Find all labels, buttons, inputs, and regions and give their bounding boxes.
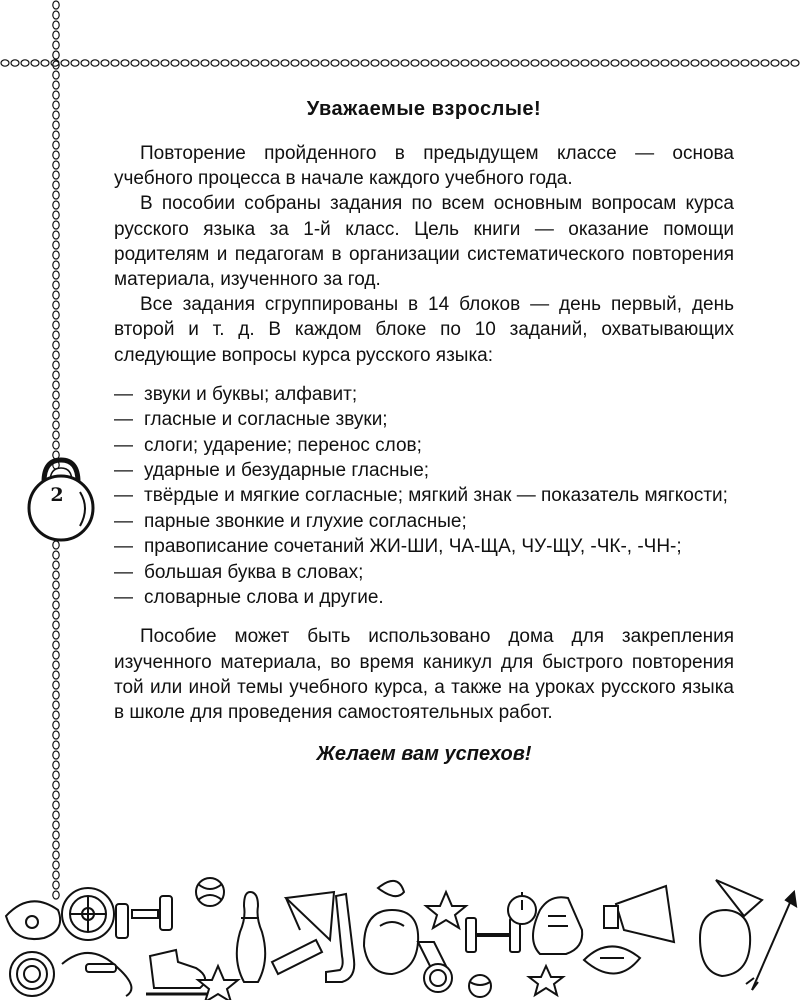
list-item-text: ударные и безударные гласные; [144,460,430,482]
intro-paragraph-2: В пособии собраны задания по всем основным вопросам курса русского языка за 1-й класс. Цель книги — оказание помощи родителям и педагогам в организации систематического повторения материала, изученного за год. [114,193,734,291]
list-dash: — [114,485,133,507]
list-item [114,560,734,585]
wheel-icon [62,888,114,940]
barbell-icon [466,918,520,952]
tennis-ball-icon [469,975,491,997]
final-paragraph: Пособие может быть использовано дома для закрепления изученного материала, во время каникул для быстрого повторения той или иной темы учебного курса, а также на уроках русского языка в школе для проведения самостоятельных работ. [114,626,734,724]
whistle-icon [6,901,60,939]
sneaker-icon [533,897,582,954]
dumbbell-icon [116,896,172,938]
list-item-text: правописание сочетаний ЖИ-ШИ, ЧА-ЩА, ЧУ-ЩУ, -ЧК-, -ЧН-; [144,536,682,558]
boxing-glove-icon [700,910,750,976]
badminton-icon [378,881,404,896]
medal-icon [418,942,452,992]
tape-roll-icon [10,952,54,996]
star-icon [529,966,563,995]
ruler-icon [272,940,322,974]
page-number: 2 [50,484,64,506]
list-item-text: гласные и согласные звуки; [144,409,388,431]
closing-wish: Желаем вам успехов! [316,743,532,766]
list-dash: — [114,536,133,558]
list-item [114,407,734,432]
boxing-glove-icon [364,910,418,974]
jump-rope-icon [62,953,131,996]
list-dash: — [114,460,133,482]
list-item [114,433,734,458]
ball-icon [196,878,224,906]
list-item [114,585,734,610]
list-item [114,483,734,508]
bowling-pin-icon [237,892,265,982]
list-dash: — [114,383,133,405]
horizontal-chain-border [0,56,800,70]
list-item-text: звуки и буквы; алфавит; [144,383,358,405]
list-dash: — [114,510,133,532]
topics-list [114,382,734,611]
list-item-text: словарные слова и другие. [144,587,384,609]
list-dash: — [114,587,133,609]
sports-doodle-border [0,870,800,1000]
list-item-text: большая буква в словах; [144,561,364,583]
megaphone-icon [604,886,674,942]
list-item-text: слоги; ударение; перенос слов; [144,434,422,456]
list-item-text: парные звонкие и глухие согласные; [144,510,467,532]
star-icon [426,892,466,928]
page-content [114,98,734,766]
list-item [114,534,734,559]
page-title: Уважаемые взрослые! [306,98,542,120]
intro-paragraph-3: Все задания сгруппированы в 14 блоков — день первый, день второй и т. д. В каждом блоке по 10 заданий, охватывающих следующие вопросы курса русского языка: [114,294,734,366]
stopwatch-icon [508,892,536,924]
list-dash: — [114,561,133,583]
vertical-chain-border [48,0,64,900]
list-item [114,509,734,534]
list-dash: — [114,409,133,431]
pennant-icon [286,892,334,940]
list-dash: — [114,434,133,456]
list-item [114,458,734,483]
list-item [114,382,734,407]
intro-paragraph-1: Повторение пройденного в предыдущем классе — основа учебного процесса в начале каждого учебного года. [114,143,734,190]
football-icon [584,946,640,973]
skate-icon [146,950,212,994]
list-item-text: твёрдые и мягкие согласные; мягкий знак — показатель мягкости; [144,485,728,507]
